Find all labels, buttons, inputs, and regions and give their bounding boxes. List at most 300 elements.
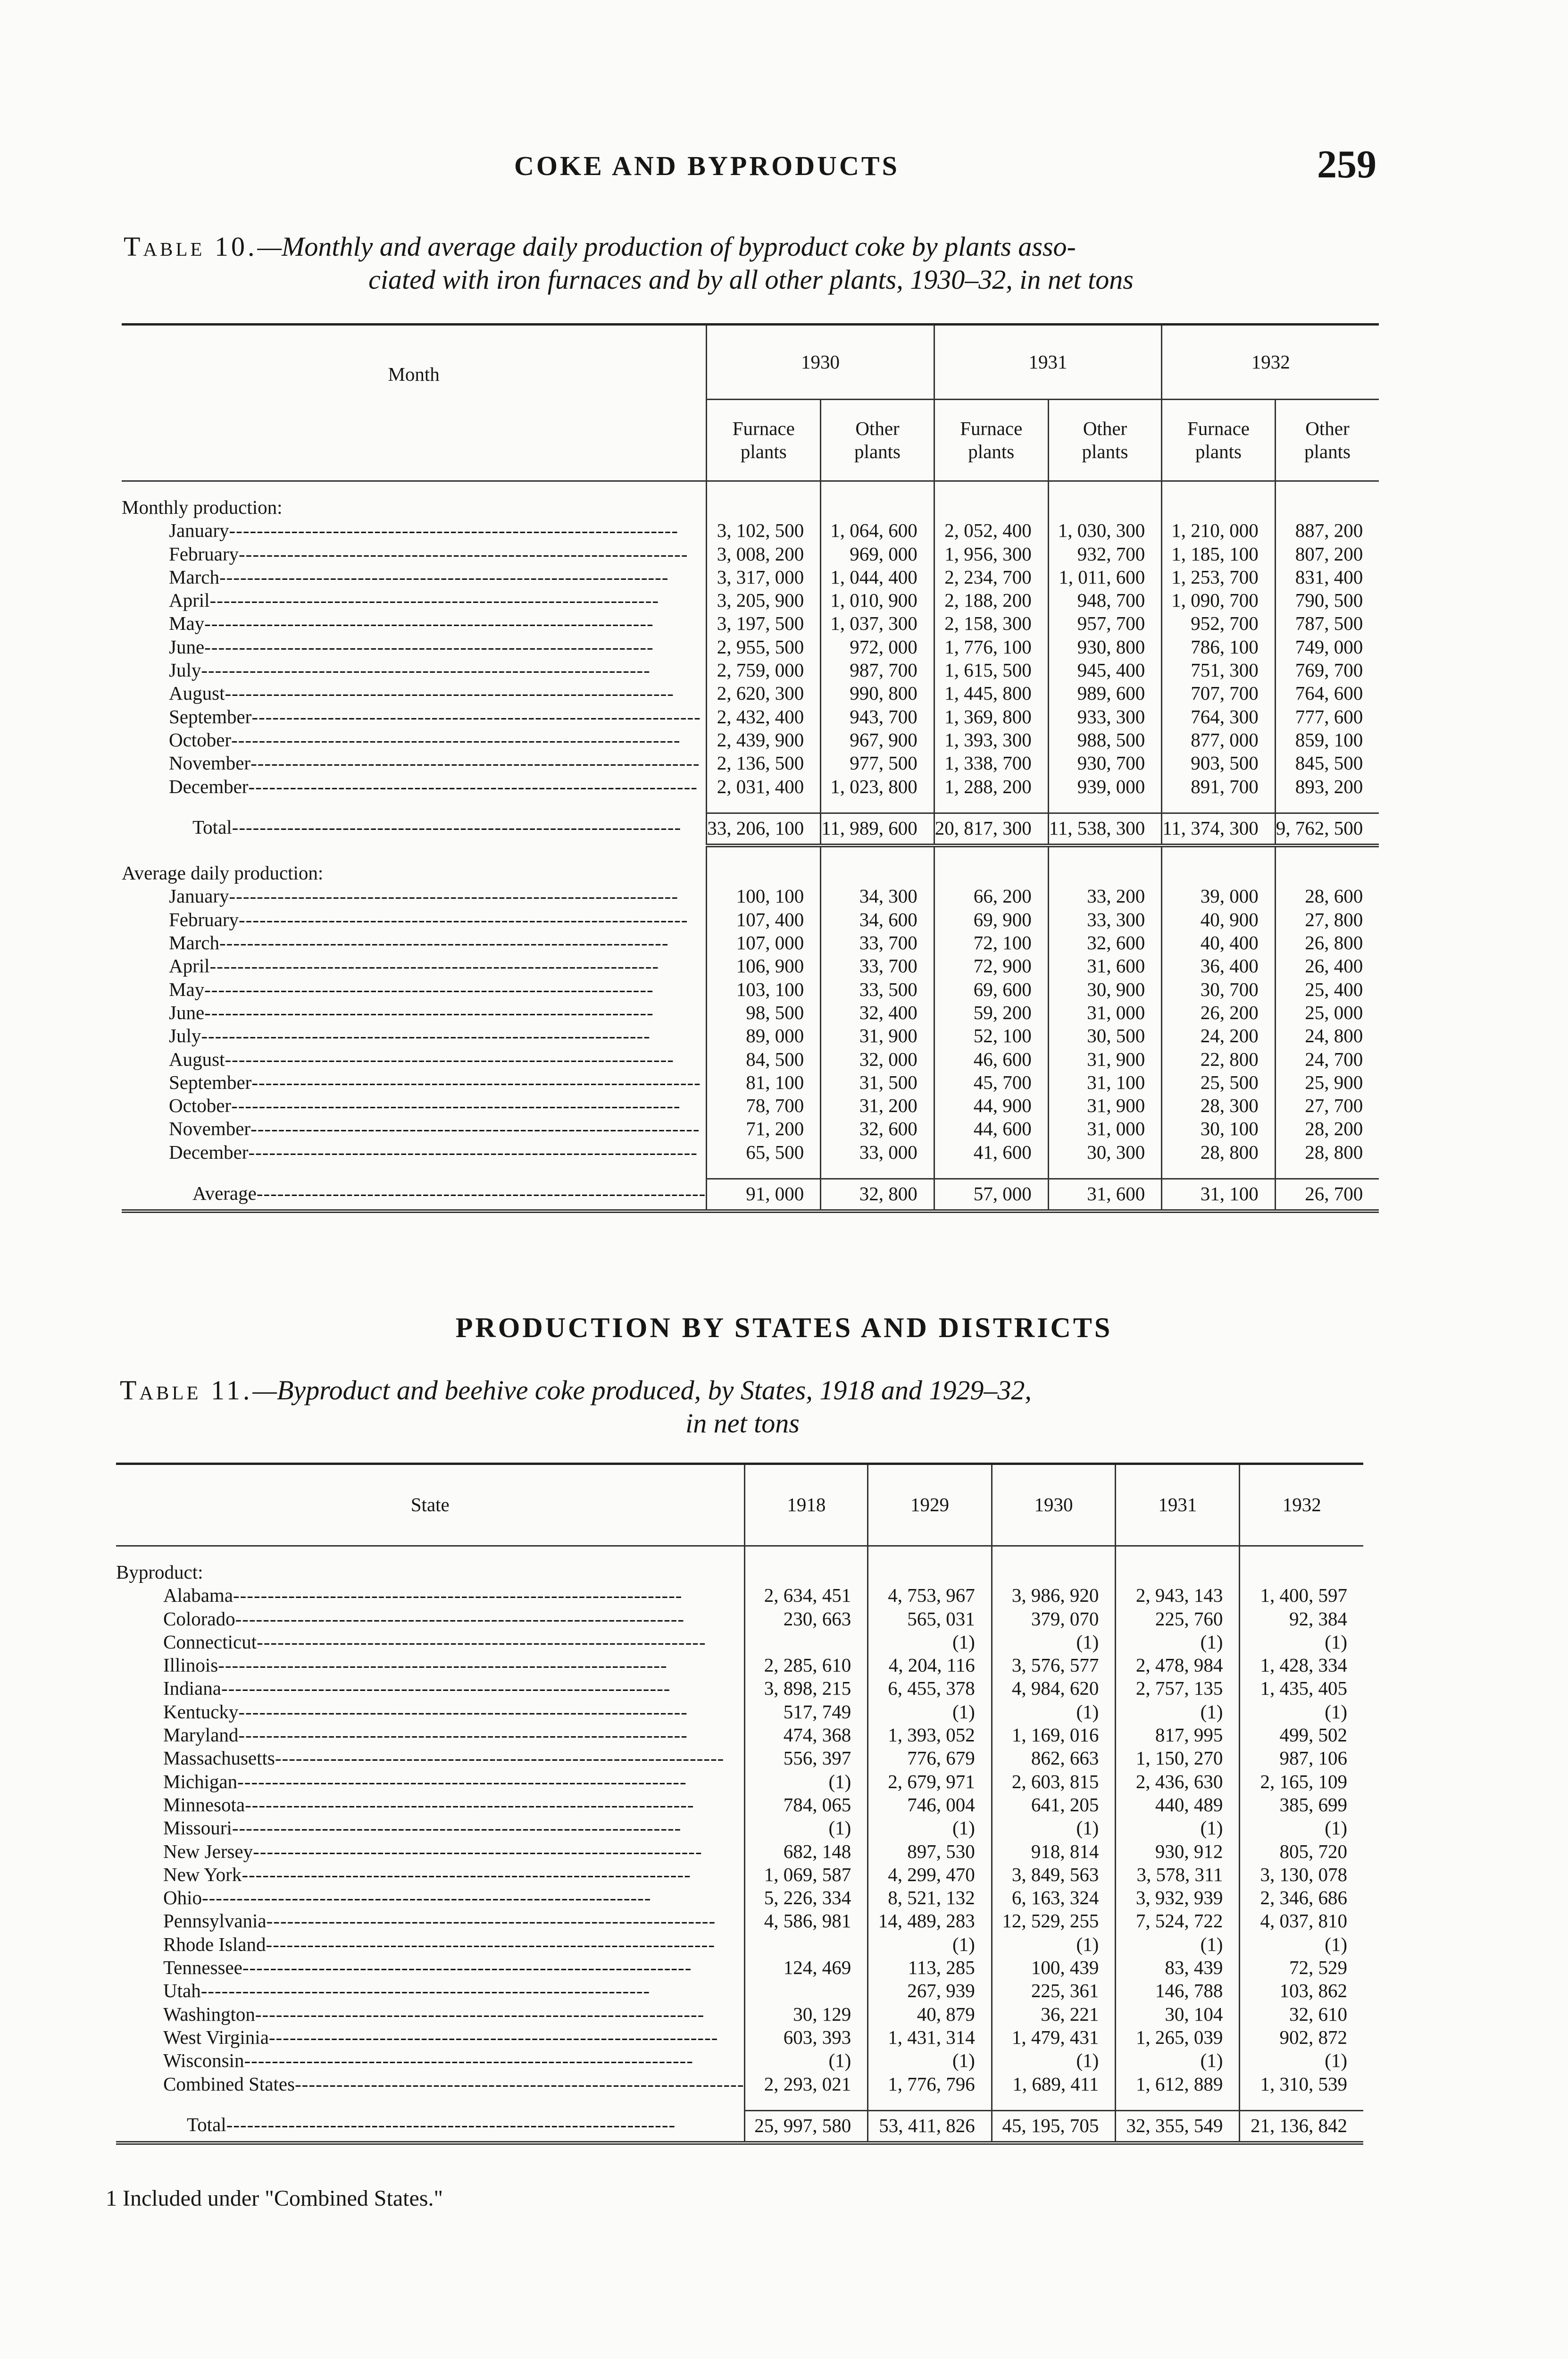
table-cell: 20, 817, 300 [934,813,1048,845]
table11-year-1930: 1930 [992,1464,1116,1546]
table-cell: 1, 010, 900 [821,589,934,612]
monthly-heading [122,496,707,519]
table-row [116,1956,1363,1979]
table-cell: 57, 000 [934,1179,1048,1212]
table-cell: 52, 100 [934,1024,1048,1047]
table-cell: 641, 205 [992,1793,1116,1816]
row-label-label: September [169,705,252,728]
table-cell: 2, 439, 900 [707,728,821,752]
table-cell: 39, 000 [1162,885,1275,908]
table11-title-line2: in net tons [685,1408,800,1439]
table-cell: 1, 435, 405 [1240,1677,1363,1700]
table-cell: 25, 500 [1162,1071,1275,1094]
table-row [122,1001,1379,1024]
table-cell: 977, 500 [821,752,934,775]
row-label [122,1117,707,1140]
leader-dots [267,1910,716,1932]
table10-year-1932: 1932 [1162,325,1379,400]
table-cell: 2, 158, 300 [934,612,1048,635]
table-cell: 764, 600 [1275,682,1379,705]
table-cell: 30, 700 [1162,978,1275,1001]
table-row [122,612,1379,635]
table-cell: 2, 759, 000 [707,659,821,682]
table-cell: 31, 100 [1162,1179,1275,1212]
table-row [122,1071,1379,1094]
leader-dots [266,1933,715,1955]
footnote: 1 Included under "Combined States." [106,2186,443,2211]
row-label [122,612,707,635]
leader-dots [238,1724,687,1746]
leader-dots [275,1747,724,1769]
row-label-label: October [169,728,232,751]
row-label-label: Utah [163,1980,201,2002]
row-label [116,1607,745,1631]
table-cell: 749, 000 [1275,636,1379,659]
table-row [122,543,1379,566]
row-label-label: Maryland [163,1724,239,1746]
table-cell: 40, 879 [868,2003,992,2026]
row-label [116,1584,745,1607]
table11 [116,1463,1363,2151]
table-cell: 845, 500 [1275,752,1379,775]
table-cell: 1, 445, 800 [934,682,1048,705]
table-cell: 930, 700 [1048,752,1161,775]
row-label-label: March [169,566,220,588]
table-row [122,954,1379,978]
table-cell: 1, 431, 314 [868,2026,992,2049]
row-label-label: October [169,1095,232,1117]
table-cell: 1, 612, 889 [1116,2073,1240,2096]
row-label [116,1979,745,2002]
table-cell: 4, 753, 967 [868,1584,992,1607]
leader-dots [235,1608,684,1630]
table-cell: (1) [1116,1933,1240,1956]
table-cell: 1, 393, 300 [934,728,1048,752]
table-cell: 4, 984, 620 [992,1677,1116,1700]
table-cell: 902, 872 [1240,2026,1363,2049]
table-cell: 32, 000 [821,1048,934,1071]
table-cell: 897, 530 [868,1840,992,1863]
table-cell: 33, 700 [821,931,934,954]
table10-subheader-word: plants [968,441,1015,462]
row-label-label: July [169,659,201,681]
table-cell: (1) [1240,1631,1363,1654]
table-cell: 3, 932, 939 [1116,1886,1240,1909]
table-cell: 893, 200 [1275,775,1379,798]
row-label [116,1654,745,1677]
row-label [122,908,707,931]
row-label [122,1024,707,1047]
table-cell: 784, 065 [745,1793,868,1816]
row-label-label: Illinois [163,1654,218,1676]
table-cell: 2, 955, 500 [707,636,821,659]
table10-subheader-word: plants [854,441,901,462]
table-cell: 65, 500 [707,1141,821,1164]
table-cell: 933, 300 [1048,705,1161,728]
table-cell: 1, 288, 200 [934,775,1048,798]
table-cell: 3, 849, 563 [992,1863,1116,1886]
table-cell: 988, 500 [1048,728,1161,752]
table-cell: 707, 700 [1162,682,1275,705]
table10-year-1931: 1931 [934,325,1161,400]
table-cell: 31, 900 [1048,1094,1161,1117]
table-cell: 1, 310, 539 [1240,2073,1363,2096]
table-cell: 30, 500 [1048,1024,1161,1047]
row-label [122,978,707,1001]
table-row [116,2026,1363,2049]
table-cell: 939, 000 [1048,775,1161,798]
running-title: COKE AND BYPRODUCTS [514,151,900,181]
leader-dots [218,1654,667,1676]
table-row [116,1654,1363,1677]
table-cell: 24, 200 [1162,1024,1275,1047]
row-label [116,2110,745,2143]
table-row [116,1747,1363,1770]
table10-stub-header: Month [122,325,707,481]
table-cell: (1) [1240,1933,1363,1956]
row-label [122,775,707,798]
row-label [122,1001,707,1024]
table-cell: 30, 104 [1116,2003,1240,2026]
table-cell: 967, 900 [821,728,934,752]
row-label-label: New Jersey [163,1840,253,1862]
table-cell: 859, 100 [1275,728,1379,752]
table-cell: 92, 384 [1240,1607,1363,1631]
table-cell: 98, 500 [707,1001,821,1024]
table-cell: 26, 800 [1275,931,1379,954]
table-cell: 2, 285, 610 [745,1654,868,1677]
table-cell: 2, 634, 451 [745,1584,868,1607]
table-cell: 3, 578, 311 [1116,1863,1240,1886]
row-label-label: Total [187,2114,226,2136]
table11-label: Table 11. [120,1375,253,1405]
row-label [122,752,707,775]
table-cell: 3, 008, 200 [707,543,821,566]
table-cell: 1, 169, 016 [992,1723,1116,1747]
row-label [122,885,707,908]
table-row [122,519,1379,542]
table10-subheader-word: Furnace [960,417,1023,439]
table-cell: 565, 031 [868,1607,992,1631]
row-label [116,1886,745,1909]
table-cell: 918, 814 [992,1840,1116,1863]
table-cell: 81, 100 [707,1071,821,1094]
table-cell: 777, 600 [1275,705,1379,728]
table-cell: 440, 489 [1116,1793,1240,1816]
table-cell: 25, 000 [1275,1001,1379,1024]
row-label [122,566,707,589]
table-cell: 44, 900 [934,1094,1048,1117]
table10-label: Table 10. [124,231,258,262]
byproduct-heading-row [116,1561,1363,1584]
table-row [116,1700,1363,1723]
table-cell: 146, 788 [1116,1979,1240,2002]
table-cell: 4, 586, 981 [745,1909,868,1932]
table-cell: 903, 500 [1162,752,1275,775]
table-cell: 831, 400 [1275,566,1379,589]
table-cell: (1) [992,1816,1116,1840]
table-cell: 106, 900 [707,954,821,978]
row-label-label: November [169,752,251,774]
row-label [122,682,707,705]
table10-subheader-word: Other [1083,417,1127,439]
table-cell: (1) [1116,1631,1240,1654]
table-cell: 2, 031, 400 [707,775,821,798]
table-cell: 2, 293, 021 [745,2073,868,2096]
byproduct-heading-label: Byproduct: [116,1561,203,1583]
table-cell: 6, 455, 378 [868,1677,992,1700]
table-cell: 28, 800 [1275,1141,1379,1164]
table-row [116,2049,1363,2072]
table-cell: 91, 000 [707,1179,821,1212]
leader-dots [255,2003,704,2025]
row-label-label: August [169,682,225,704]
row-label-label: Kentucky [163,1700,239,1723]
table-cell: 1, 689, 411 [992,2073,1116,2096]
table-cell: 1, 011, 600 [1048,566,1161,589]
row-label [122,1141,707,1164]
row-label-label: April [169,955,210,977]
leader-dots [229,519,678,541]
table-cell: 26, 200 [1162,1001,1275,1024]
table-cell: 2, 346, 686 [1240,1886,1363,1909]
table-cell: 2, 436, 630 [1116,1770,1240,1793]
leader-dots [257,1631,706,1653]
table-cell [745,1979,868,2002]
table-cell: 1, 956, 300 [934,543,1048,566]
row-label [122,1094,707,1117]
table-row [116,1584,1363,1607]
table-cell: 948, 700 [1048,589,1161,612]
table-cell: 33, 000 [821,1141,934,1164]
table-cell: 71, 200 [707,1117,821,1140]
leader-dots [248,776,697,797]
table-cell: 28, 300 [1162,1094,1275,1117]
leader-dots [225,682,674,704]
table-cell: 9, 762, 500 [1275,813,1379,845]
table-cell: 28, 800 [1162,1141,1275,1164]
table-cell: 957, 700 [1048,612,1161,635]
table-cell: 4, 299, 470 [868,1863,992,1886]
row-label-label: Average [192,1182,257,1204]
row-label-label: Rhode Island [163,1933,266,1955]
table11-caption [120,1374,1365,1440]
table10-subheader [1048,400,1161,481]
table-cell: 103, 862 [1240,1979,1363,2002]
table-cell: 3, 197, 500 [707,612,821,635]
table-cell: 769, 700 [1275,659,1379,682]
row-label-label: December [169,1141,249,1163]
table-row [122,566,1379,589]
table-cell: 474, 368 [745,1723,868,1747]
table-cell: 379, 070 [992,1607,1116,1631]
leader-dots [231,1095,680,1116]
row-label [116,2073,745,2096]
table-cell: 2, 432, 400 [707,705,821,728]
row-label-label: February [169,543,239,565]
table11-title-line1: —Byproduct and beehive coke produced, by States, 1918 and 1929–32, [252,1375,1032,1405]
table-cell: 100, 439 [992,1956,1116,1979]
table11-stub-header: State [116,1464,745,1546]
row-label [116,1840,745,1863]
table-cell: 30, 129 [745,2003,868,2026]
table-cell: (1) [868,1933,992,1956]
row-label-label: August [169,1048,225,1070]
table-cell: 33, 200 [1048,885,1161,908]
table-cell: 4, 204, 116 [868,1654,992,1677]
table-cell: 1, 428, 334 [1240,1654,1363,1677]
table-cell: 603, 393 [745,2026,868,2049]
table-cell: 28, 200 [1275,1117,1379,1140]
leader-dots [237,1771,686,1792]
table-cell: (1) [868,1816,992,1840]
table-cell: 2, 052, 400 [934,519,1048,542]
table-cell: (1) [992,1700,1116,1723]
table-cell: 24, 800 [1275,1024,1379,1047]
row-label [116,1863,745,1886]
table-cell: (1) [868,1631,992,1654]
table10-subheader-word: Other [855,417,900,439]
row-label-label: Pennsylvania [163,1910,267,1932]
leader-dots [251,1071,701,1093]
table-cell: 40, 400 [1162,931,1275,954]
table10-subheader-word: Other [1305,417,1350,439]
table-cell: 989, 600 [1048,682,1161,705]
table-cell: 31, 600 [1048,1179,1161,1212]
table-cell: 53, 411, 826 [868,2110,992,2143]
table-cell: 30, 300 [1048,1141,1161,1164]
row-label [122,589,707,612]
table-cell: 751, 300 [1162,659,1275,682]
table11-year-1931: 1931 [1116,1464,1240,1546]
leader-dots [248,1141,697,1163]
row-label [116,2049,745,2072]
table-row [116,1886,1363,1909]
table-cell: 517, 749 [745,1700,868,1723]
table-row [122,885,1379,908]
table10-title-line1: —Monthly and average daily production of byproduct coke by plants asso- [257,231,1076,262]
table-cell: 2, 620, 300 [707,682,821,705]
table-cell: 943, 700 [821,705,934,728]
table-cell: (1) [1116,1700,1240,1723]
table-cell: 31, 600 [1048,954,1161,978]
table-cell: 3, 317, 000 [707,566,821,589]
table-cell: 267, 939 [868,1979,992,2002]
table-cell: 499, 502 [1240,1723,1363,1747]
table-cell: 34, 600 [821,908,934,931]
table-row [116,1607,1363,1631]
row-label-label: March [169,932,220,954]
table-cell: 72, 900 [934,954,1048,978]
leader-dots [229,885,678,907]
table-cell: 1, 210, 000 [1162,519,1275,542]
row-label [116,1793,745,1816]
table11-year-1918: 1918 [745,1464,868,1546]
leader-dots [239,909,688,930]
table-row [122,728,1379,752]
table-cell: (1) [1240,2049,1363,2072]
table-cell: 987, 700 [821,659,934,682]
row-label-label: Ohio [163,1887,202,1909]
table-cell: 1, 400, 597 [1240,1584,1363,1607]
byproduct-heading [116,1561,745,1584]
leader-dots [204,1002,653,1023]
table-cell: 32, 400 [821,1001,934,1024]
table-cell: 107, 400 [707,908,821,931]
table-row [116,1933,1363,1956]
leader-dots [269,2026,718,2048]
row-label [122,813,707,845]
table-row [122,636,1379,659]
table-cell: 2, 136, 500 [707,752,821,775]
table10-subheader [821,400,934,481]
table10-subheader-word: plants [1195,441,1242,462]
table-cell: 36, 221 [992,2003,1116,2026]
table-cell: 31, 200 [821,1094,934,1117]
row-label-label: January [169,885,229,907]
table-cell: 30, 100 [1162,1117,1275,1140]
daily-heading-row [122,862,1379,885]
leader-dots [210,955,659,977]
leader-dots [257,1182,706,1204]
table-cell: 59, 200 [934,1001,1048,1024]
table-cell: 12, 529, 255 [992,1909,1116,1932]
table-cell: 27, 700 [1275,1094,1379,1117]
table-cell: 33, 500 [821,978,934,1001]
table-cell: 682, 148 [745,1840,868,1863]
table-row [122,1024,1379,1047]
table-cell: 33, 700 [821,954,934,978]
table-cell: 807, 200 [1275,543,1379,566]
table-cell: 990, 800 [821,682,934,705]
table-cell: 952, 700 [1162,612,1275,635]
leader-dots [251,706,701,728]
table-cell: (1) [745,1770,868,1793]
table-cell: 3, 130, 078 [1240,1863,1363,1886]
table-cell: 124, 469 [745,1956,868,1979]
table-cell: 1, 037, 300 [821,612,934,635]
table-cell: 776, 679 [868,1747,992,1770]
table11-year-1932: 1932 [1240,1464,1363,1546]
total-row [116,2110,1363,2143]
table-cell: 2, 165, 109 [1240,1770,1363,1793]
table-cell: 103, 100 [707,978,821,1001]
row-label [116,1723,745,1747]
monthly-heading-label: Monthly production: [122,496,283,518]
leader-dots [253,1840,702,1862]
table-cell: 34, 300 [821,885,934,908]
leader-dots [221,1677,670,1699]
leader-dots [202,1887,651,1908]
table-cell: 1, 030, 300 [1048,519,1161,542]
table-row [116,2073,1363,2096]
table-cell: 72, 529 [1240,1956,1363,1979]
leader-dots [245,1794,694,1815]
table-cell: 14, 489, 283 [868,1909,992,1932]
table-row [122,589,1379,612]
table-cell: 45, 195, 705 [992,2110,1116,2143]
row-label-label: Colorado [163,1607,235,1630]
row-label-label: April [169,589,210,611]
row-label-label: Indiana [163,1677,221,1699]
daily-heading [122,862,707,885]
table-cell: 932, 700 [1048,543,1161,566]
table-row [122,1117,1379,1140]
row-label [122,1179,707,1212]
leader-dots [231,729,680,751]
leader-dots [204,612,653,634]
table-cell: 21, 136, 842 [1240,2110,1363,2143]
